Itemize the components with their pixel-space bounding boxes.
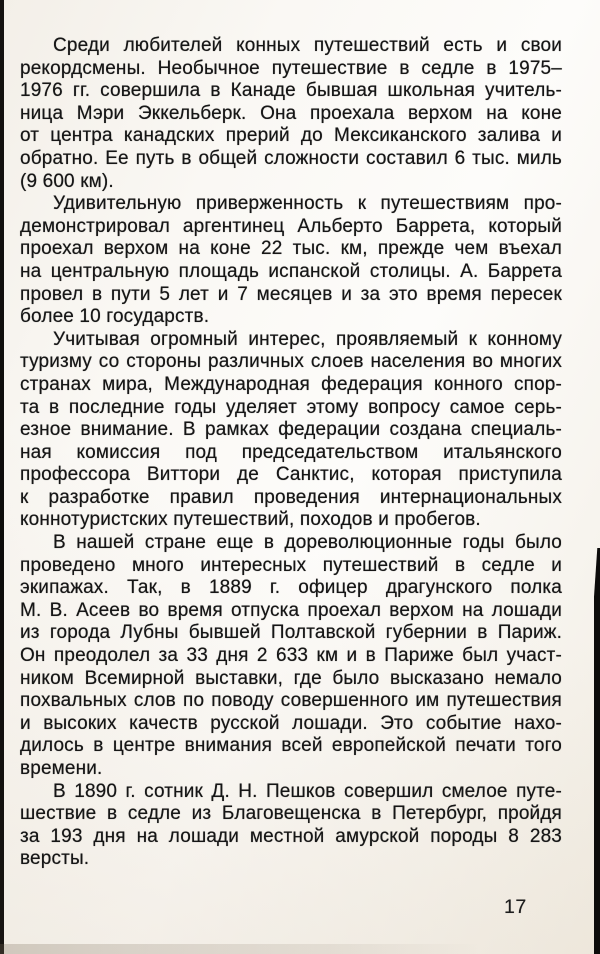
paragraph [20,781,562,871]
paragraph [20,193,562,329]
text-line: 1976 гг. совершила в Канаде бывшая школьная учитель- [20,80,562,102]
text-line: профессора Виттори де Санктис, которая приступила [20,464,562,486]
paragraph [20,329,562,532]
scan-shadow-bottom [0,944,600,954]
text-line: М. В. Асеев во время отпуска проехал верхом на лошади [20,599,562,621]
page-number: 17 [504,896,527,918]
text-line: проехал верхом на коне 22 тыс. км, прежде чем въехал [20,238,562,260]
text-line: демонстрировал аргентинец Альберто Баррета, который [20,215,562,237]
scan-edge-left [0,0,4,954]
text-line: версты. [20,848,90,870]
text-line: шествие в седле из Благовещенска в Петербург, пройдя [20,803,562,825]
text-line: ником Всемирной выставки, где было высказано немало [20,667,562,689]
text-line: рекордсмены. Необычное путешествие в седле в 1975– [20,57,562,79]
text-line: похвальных слов по поводу совершенного им путешествия [20,690,562,712]
text-line: на центральную площадь испанской столицы. А. Баррета [20,260,562,282]
text-line: В 1890 г. сотник Д. Н. Пешков совершил смелое путе- [53,780,562,802]
text-line: Среди любителей конных путешествий есть и свои [53,35,562,56]
text-line: езное внимание. В рамках федерации создана специаль- [20,419,562,441]
text-line: ная комиссия под председательством итальянского [20,441,562,463]
text-line: экипажах. Так, в 1889 г. офицер драгунского полка [20,577,562,599]
paragraph [20,35,562,193]
text-line: коннотуристских путешествий, походов и пробегов. [20,509,481,531]
text-line: к разработке правил проведения интернациональных [20,486,562,508]
text-line: более 10 государств. [20,306,210,328]
text-line: Удивительную приверженность к путешествиям про- [53,193,562,215]
text-line: дилось в центре внимания всей европейской печати того [20,735,562,757]
text-line: (9 600 км). [20,170,114,192]
text-line: туризму со стороны различных слоев населения во многих [20,351,562,373]
text-line: за 193 дня на лошади местной амурской породы 8 283 [20,825,562,847]
text-line: провел в пути 5 лет и 7 месяцев и за это время пересек [20,283,562,305]
text-line: от центра канадских прерий до Мексиканского залива и [20,125,562,147]
text-line: странах мира, Международная федерация конного спор- [20,373,562,395]
text-line: и высоких качеств русской лошади. Это событие нахо- [20,712,562,734]
text-line: та в последние годы уделяет этому вопросу самое серь- [20,396,562,418]
text-line: ница Мэри Эккельберк. Она проехала верхом на коне [20,102,562,124]
body-text [20,35,562,871]
paragraph [20,532,562,781]
text-line: Он преодолел за 33 дня 2 633 км и в Париже был участ- [20,645,562,667]
text-line: проведено много интересных путешествий в седле и [20,554,562,576]
text-line: В нашей стране еще в дореволюционные годы было [53,532,562,554]
text-line: из города Лубны бывшей Полтавской губернии в Париж. [20,622,562,644]
scan-edge-right [594,548,600,954]
text-line: обратно. Ее путь в общей сложности составил 6 тыс. миль [20,147,562,169]
text-line: Учитывая огромный интерес, проявляемый к конному [53,328,562,350]
text-line: времени. [20,758,103,779]
